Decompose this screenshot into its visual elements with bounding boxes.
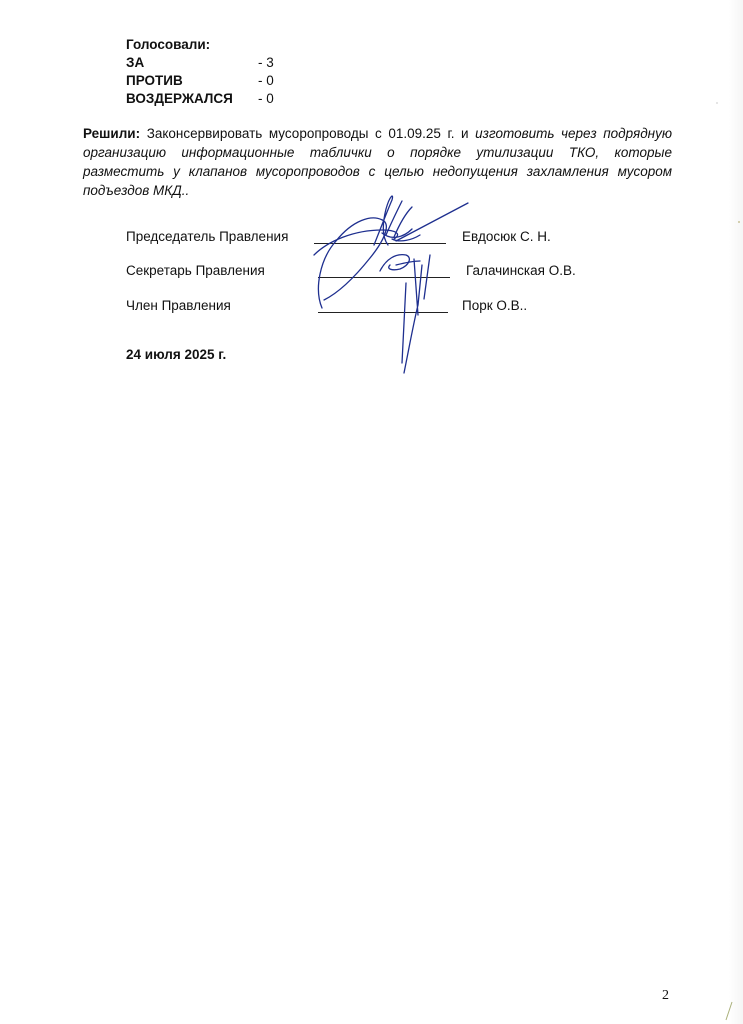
signature-role: Член Правления	[126, 298, 231, 313]
vote-row-against	[126, 72, 274, 90]
decision-text-regular: Законсервировать мусоропроводы с 01.09.25 г. и	[146, 126, 469, 141]
vote-value: - 3	[258, 55, 274, 70]
page-number: 2	[662, 988, 669, 1003]
votes-block	[126, 36, 274, 108]
scan-speck	[738, 221, 740, 223]
signature-role: Председатель Правления	[126, 229, 289, 244]
vote-label: ВОЗДЕРЖАЛСЯ	[126, 91, 233, 106]
signature-name: Порк О.В..	[462, 298, 528, 313]
scan-edge-shading	[729, 0, 743, 1024]
scan-speck	[716, 102, 718, 104]
scan-mark-icon	[724, 1000, 734, 1022]
vote-value: - 0	[258, 73, 274, 88]
vote-value: - 0	[258, 91, 274, 106]
signature-name: Галачинская О.В.	[466, 263, 576, 278]
vote-row-for	[126, 54, 274, 72]
signature-name: Евдосюк С. Н.	[462, 229, 551, 244]
decision-label: Решили:	[83, 126, 141, 141]
signature-icon	[300, 185, 480, 385]
signature-role: Секретарь Правления	[126, 263, 265, 278]
vote-label: ПРОТИВ	[126, 73, 183, 88]
votes-title: Голосовали:	[126, 37, 211, 52]
vote-label: ЗА	[126, 55, 145, 70]
decision-text-italic: изготовить через подрядную организацию информационные таблички о порядке утилизации ТКО, которые разместить у клапанов мусоропроводов с целью недопущения захламления мусором подъездов МКД..	[83, 126, 672, 198]
vote-row-abstained	[126, 90, 274, 108]
document-date: 24 июля 2025 г.	[126, 347, 227, 362]
